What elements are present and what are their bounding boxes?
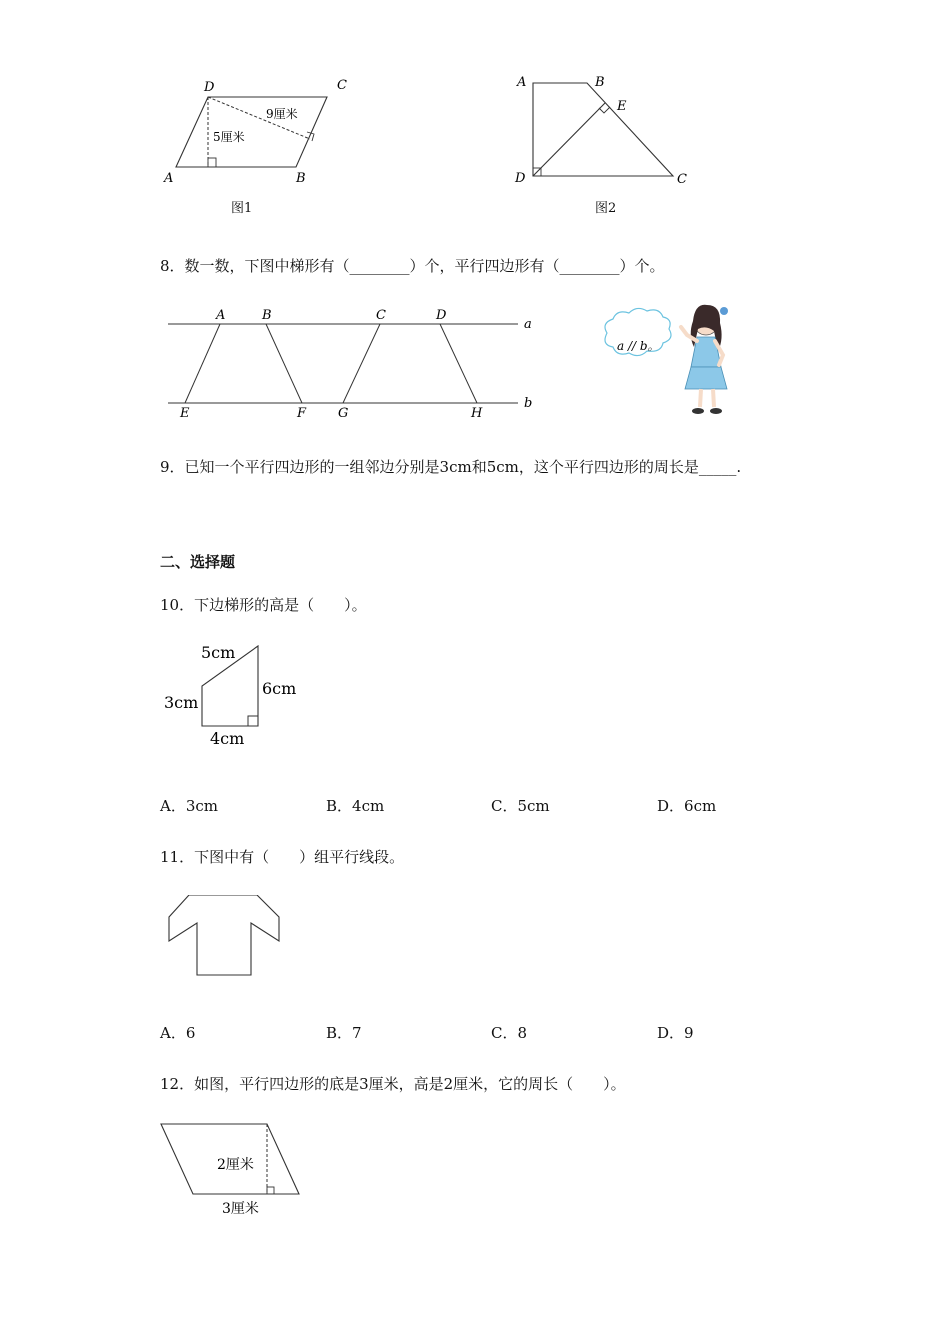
q10-option-c[interactable]: C．5cm bbox=[491, 797, 550, 815]
label-H: H bbox=[471, 406, 483, 421]
question-8: 8．数一数，下图中梯形有（________）个，平行四边形有（________）个。 bbox=[160, 257, 665, 275]
dim-height: 5厘米 bbox=[213, 130, 245, 144]
label-G: G bbox=[338, 406, 349, 421]
label-D: D bbox=[204, 80, 215, 95]
dim-top: 5cm bbox=[201, 643, 236, 662]
label-B: B bbox=[262, 308, 272, 323]
q10-option-a[interactable]: A．3cm bbox=[160, 797, 219, 815]
q10-trapezoid-figure bbox=[160, 638, 310, 750]
label-A: A bbox=[517, 75, 527, 90]
dim-diagonal: 9厘米 bbox=[266, 107, 298, 121]
label-C: C bbox=[376, 308, 386, 323]
trapezoid-diagram bbox=[505, 65, 705, 195]
line-b-label: b bbox=[524, 396, 533, 411]
q11-option-b[interactable]: B．7 bbox=[326, 1024, 362, 1042]
q11-shirt-figure bbox=[165, 895, 285, 980]
label-A: A bbox=[216, 308, 226, 323]
question-11: 11．下图中有（ ）组平行线段。 bbox=[160, 848, 405, 866]
question-10: 10．下边梯形的高是（ ）。 bbox=[160, 596, 367, 614]
label-A: A bbox=[164, 171, 174, 186]
label-C: C bbox=[337, 78, 347, 93]
label-D: D bbox=[515, 171, 526, 186]
q10-option-d[interactable]: D．6cm bbox=[657, 797, 717, 815]
q11-option-c[interactable]: C．8 bbox=[491, 1024, 528, 1042]
label-E: E bbox=[180, 406, 190, 421]
dim-base: 3厘米 bbox=[222, 1201, 259, 1217]
section-title: 二、选择题 bbox=[160, 553, 236, 571]
question-12: 12．如图，平行四边形的底是3厘米，高是2厘米，它的周长（ ）。 bbox=[160, 1075, 626, 1093]
label-C: C bbox=[677, 172, 687, 187]
dim-bottom: 4cm bbox=[210, 729, 245, 748]
q12-parallelogram-figure bbox=[155, 1118, 315, 1223]
q11-option-d[interactable]: D．9 bbox=[657, 1024, 694, 1042]
dim-right: 6cm bbox=[262, 679, 297, 698]
label-D: D bbox=[436, 308, 447, 323]
q8-parallel-lines-figure bbox=[160, 300, 550, 425]
label-B: B bbox=[595, 75, 605, 90]
question-9: 9．已知一个平行四边形的一组邻边分别是3cm和5cm，这个平行四边形的周长是_____. bbox=[160, 458, 742, 476]
q10-option-b[interactable]: B．4cm bbox=[326, 797, 385, 815]
fig2-caption: 图2 bbox=[595, 201, 617, 216]
bubble-text: a // b。 bbox=[617, 339, 660, 353]
label-F: F bbox=[297, 406, 307, 421]
dim-height: 2厘米 bbox=[217, 1157, 254, 1173]
label-B: B bbox=[296, 171, 306, 186]
dim-left: 3cm bbox=[164, 693, 199, 712]
q11-option-a[interactable]: A．6 bbox=[160, 1024, 196, 1042]
line-a-label: a bbox=[524, 317, 532, 332]
label-E: E bbox=[617, 99, 627, 114]
girl-illustration bbox=[593, 295, 743, 425]
fig1-caption: 图1 bbox=[231, 201, 253, 216]
figure-2 bbox=[505, 65, 705, 195]
